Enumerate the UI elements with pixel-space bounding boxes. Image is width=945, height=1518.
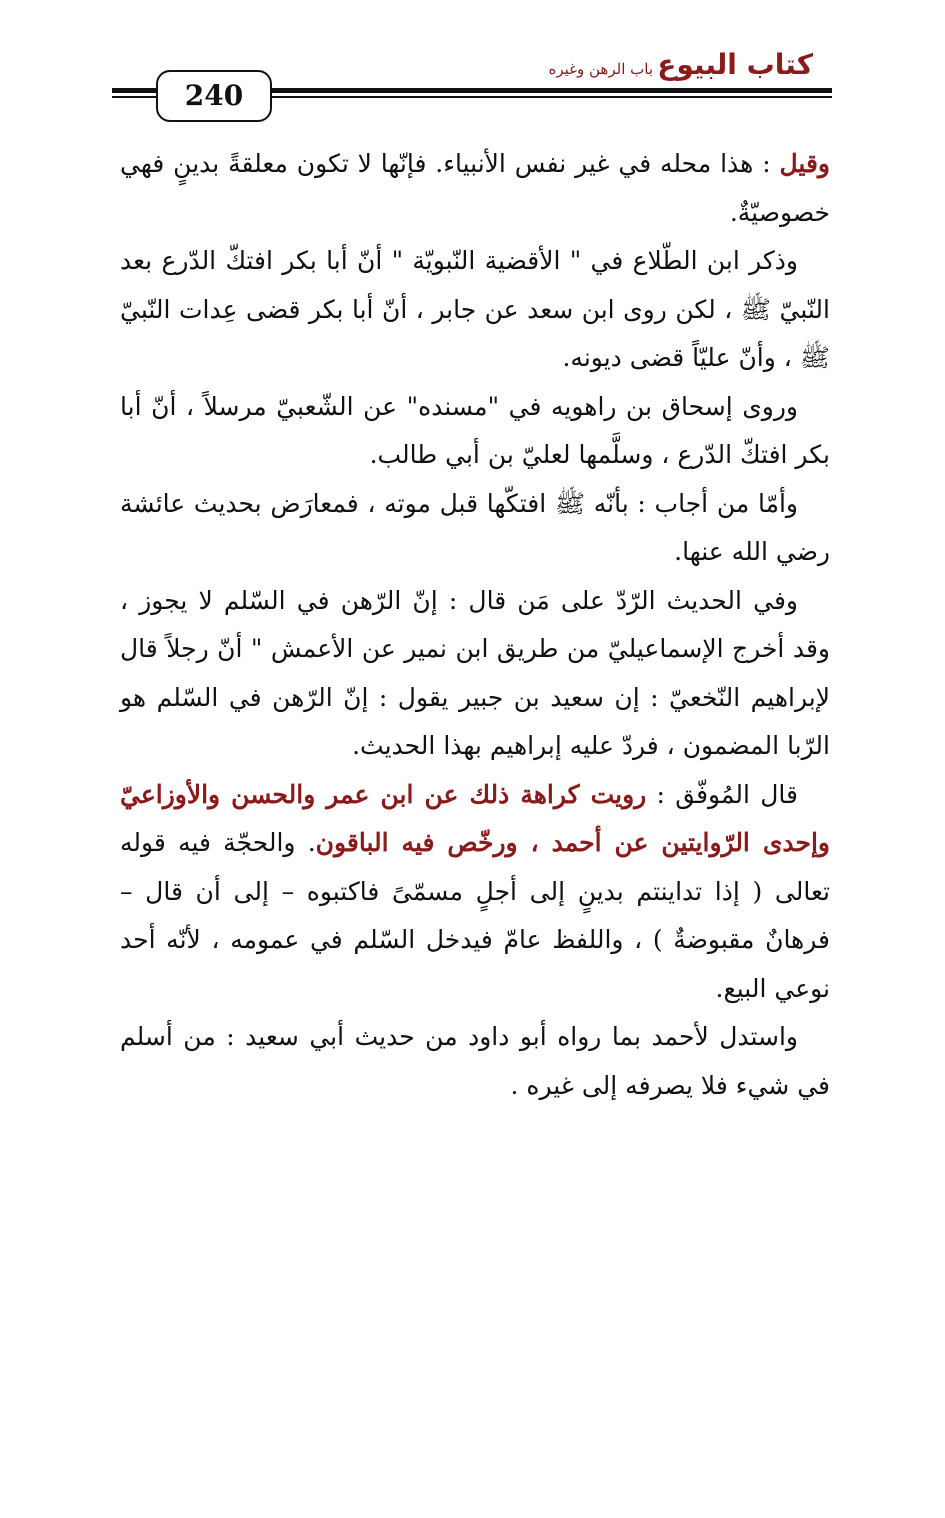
paragraph-6	[120, 771, 830, 1014]
paragraph-1-label: وقيل	[779, 149, 830, 178]
paragraph-3: وروى إسحاق بن راهويه في "مسنده" عن الشّعبيّ مرسلاً ، أنّ أبا بكر افتكّ الدّرع ، وسلَّمها لعليّ بن أبي طالب.	[120, 391, 830, 469]
book-title: كتاب البيوع	[657, 48, 813, 81]
paragraph-5: وفي الحديث الرّدّ على مَن قال : إنّ الرّهن في السّلم لا يجوز ، وقد أخرج الإسماعيليّ من طريق ابن نمير عن الأعمش " أنّ رجلاً قال لإبراهيم النّخعيّ : إن سعيد بن جبير يقول : إنّ الرّهن في السّلم هو الرّبا المضمون ، فردّ عليه إبراهيم بهذا الحديث.	[120, 585, 830, 760]
page-body	[120, 140, 830, 1110]
paragraph-1	[120, 140, 830, 237]
paragraph-6-text: . والحجّة فيه قوله تعالى ( إذا تداينتم بدينٍ إلى أجلٍ مسمّىً فاكتبوه – إلى أن قال – فرهانٌ مقبوضةٌ ) ، واللفظ عامّ فيدخل السّلم في عمومه ، لأنّه أحد نوعي البيع.	[120, 828, 830, 1003]
page-number: 240	[156, 70, 272, 122]
paragraph-6-quote: رويت كراهة ذلك عن ابن عمر والحسن والأوزاعيّ وإحدى الرّوايتين عن أحمد ، ورخّص فيه الباقون	[120, 779, 830, 857]
paragraph-6-prefix: قال المُوفّق :	[646, 779, 798, 809]
paragraph-7: واستدل لأحمد بما رواه أبو داود من حديث أبي سعيد : من أسلم في شيء فلا يصرفه إلى غيره .	[120, 1022, 830, 1100]
paragraph-2: وذكر ابن الطّلاع في " الأقضية النّبويّة " أنّ أبا بكر افتكّ الدّرع بعد النّبيّ ﷺ ، لكن روى ابن سعد عن جابر ، أنّ أبا بكر قضى عِدات النّبيّ ﷺ ، وأنّ عليّاً قضى ديونه.	[120, 246, 830, 372]
paragraph-1-text: : هذا محله في غير نفس الأنبياء. فإنّها لا تكون معلقةً بدينٍ فهي خصوصيّةٌ.	[120, 149, 830, 227]
chapter-title: باب الرهن وغيره	[548, 60, 653, 78]
page-header	[0, 0, 945, 130]
paragraph-4: وأمّا من أجاب : بأنّه ﷺ افتكّها قبل موته ، فمعارَض بحديث عائشة رضي الله عنها.	[120, 488, 830, 566]
